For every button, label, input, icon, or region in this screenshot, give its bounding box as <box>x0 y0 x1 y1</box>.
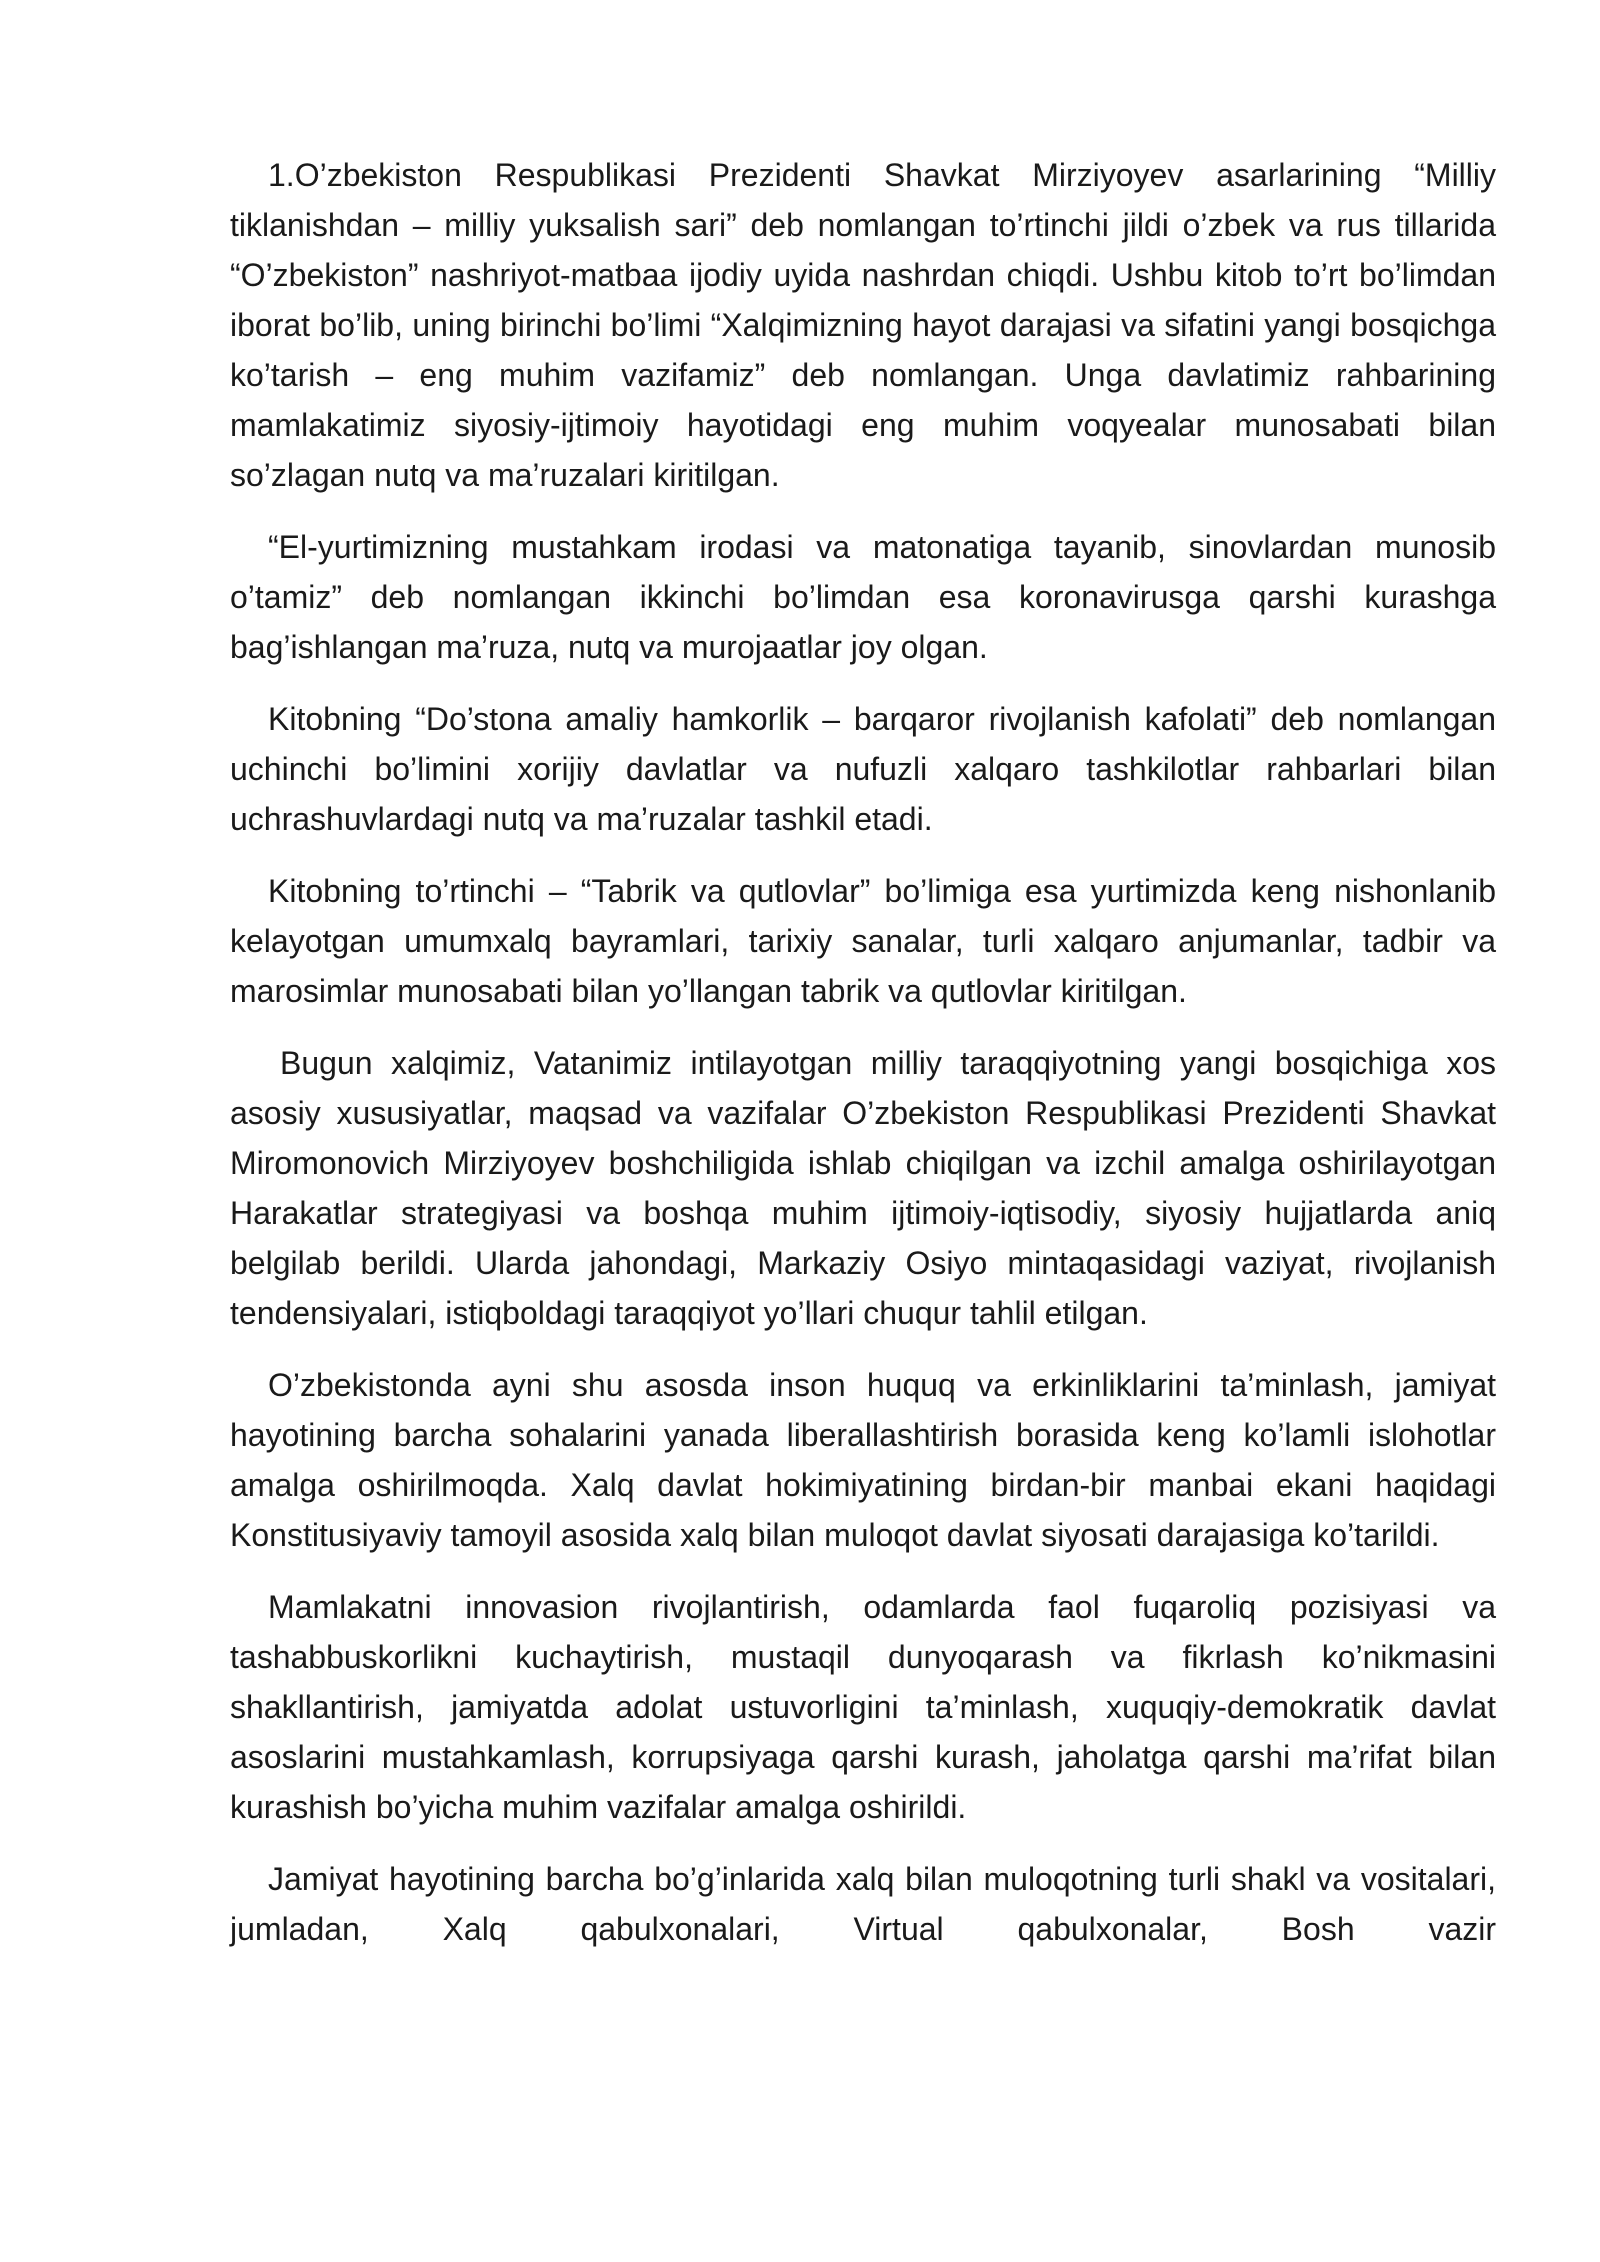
paragraph-tasks: Mamlakatni innovasion rivojlantirish, odamlarda faol fuqaroliq pozisiyasi va tashabbuskorlikni kuchaytirish, mustaqil dunyoqarash va fikrlash ko’nikmasini shakllantirish, jamiyatda adolat ustuvorligini ta’minlash, xuquqiy-demokratik davlat asoslarini mustahkamlash, korrupsiyaga qarshi kurash, jaholatga qarshi ma’rifat bilan kurashish bo’yicha muhim vazifalar amalga oshirildi. <box>230 1589 1496 1825</box>
paragraph-book-overview: 1.O’zbekiston Respublikasi Prezidenti Shavkat Mirziyoyev asarlarining “Milliy tiklanishdan – milliy yuksalish sari” deb nomlangan to’rtinchi jildi o’zbek va rus tillarida “O’zbekiston” nashriyot-matbaa ijodiy uyida nashrdan chiqdi. Ushbu kitob to’rt bo’limdan iborat bo’lib, uning birinchi bo’limi “Xalqimizning hayot darajasi va sifatini yangi bosqichga ko’tarish – eng muhim vazifamiz” deb nomlangan. Unga davlatimiz rahbarining mamlakatimiz siyosiy-ijtimoiy hayotidagi eng muhim voqyealar munosabati bilan so’zlagan nutq va ma’ruzalari kiritilgan. <box>230 157 1496 493</box>
paragraph-dialogue: Jamiyat hayotining barcha bo’g’inlarida xalq bilan muloqotning turli shakl va vositalari, jumladan, Xalq qabulxonalari, Virtual qabulxonalar, Bosh vazir <box>230 1861 1496 1947</box>
paragraph-fourth-section: Kitobning to’rtinchi – “Tabrik va qutlovlar” bo’limiga esa yurtimizda keng nishonlanib kelayotgan umumxalq bayramlari, tarixiy sanalar, turli xalqaro anjumanlar, tadbir va marosimlar munosabati bilan yo’llangan tabrik va qutlovlar kiritilgan. <box>230 873 1496 1009</box>
paragraph-third-section: Kitobning “Do’stona amaliy hamkorlik – barqaror rivojlanish kafolati” deb nomlangan uchinchi bo’limini xorijiy davlatlar va nufuzli xalqaro tashkilotlar rahbarlari bilan uchrashuvlardagi nutq va ma’ruzalar tashkil etadi. <box>230 701 1496 837</box>
paragraph-second-section: “El-yurtimizning mustahkam irodasi va matonatiga tayanib, sinovlardan munosib o’tamiz” deb nomlangan ikkinchi bo’limdan esa koronavirusga qarshi kurashga bag’ishlangan ma’ruza, nutq va murojaatlar joy olgan. <box>230 529 1496 665</box>
paragraph-reforms: O’zbekistonda ayni shu asosda inson huquq va erkinliklarini ta’minlash, jamiyat hayotining barcha sohalarini yanada liberallashtirish borasida keng ko’lamli islohotlar amalga oshirilmoqda. Xalq davlat hokimiyatining birdan-bir manbai ekani haqidagi Konstitusiyaviy tamoyil asosida xalq bilan muloqot davlat siyosati darajasiga ko’tarildi. <box>230 1367 1496 1553</box>
document-body <box>230 150 1496 1954</box>
paragraph-national-development: Bugun xalqimiz, Vatanimiz intilayotgan milliy taraqqiyotning yangi bosqichiga xos asosiy xususiyatlar, maqsad va vazifalar O’zbekiston Respublikasi Prezidenti Shavkat Miromonovich Mirziyoyev boshchiligida ishlab chiqilgan va izchil amalga oshirilayotgan Harakatlar strategiyasi va boshqa muhim ijtimoiy-iqtisodiy, siyosiy hujjatlarda aniq belgilab berildi. Ularda jahondagi, Markaziy Osiyo mintaqasidagi vaziyat, rivojlanish tendensiyalari, istiqboldagi taraqqiyot yo’llari chuqur tahlil etilgan. <box>230 1045 1496 1331</box>
